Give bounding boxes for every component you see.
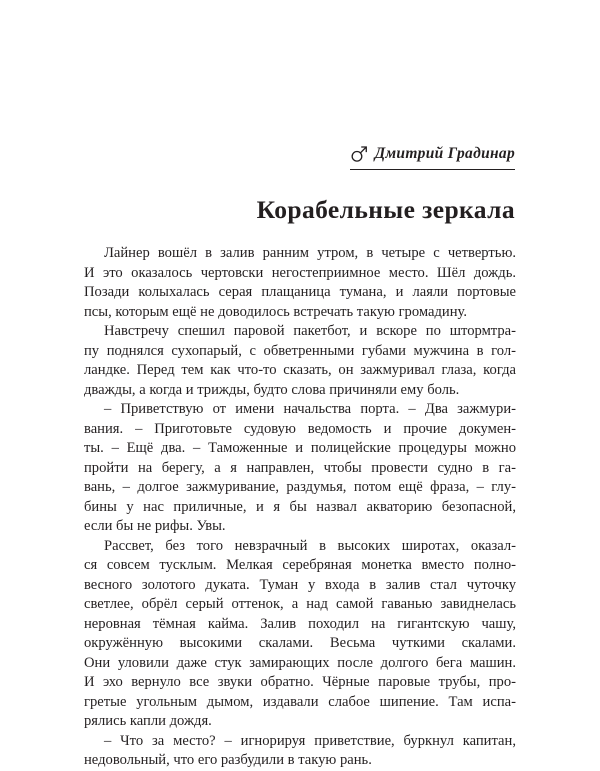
text-line: ты. – Ещё два. – Таможенные и полицейские процедуры можно <box>84 440 516 456</box>
text-line: – Приветствую от имени начальства порта. – Два зажмури- <box>104 401 516 417</box>
text-line: вания. – Приготовьте судовую ведомость и прочие докумен- <box>84 420 516 437</box>
text-line: пу поднялся сухопарый, с обветренными губами мужчина в гол- <box>84 342 516 359</box>
text-line: вань, – долгое зажмуривание, раздумья, потом ещё фраза, – глу- <box>84 479 516 495</box>
text-line: дважды, а когда и трижды, будто слова причиняли ему боль. <box>84 381 460 398</box>
story-text <box>84 244 516 771</box>
text-line: неровная тёмная кайма. Залив походил на гигантскую чашу, <box>84 615 516 632</box>
text-line: ся совсем тусклым. Мелкая серебряная монетка вместо полно- <box>84 557 516 573</box>
story-title: Корабельные зеркала <box>256 195 515 224</box>
text-line: Рассвет, без того невзрачный в высоких широтах, оказал- <box>104 537 516 554</box>
text-line: пройти на берегу, а я направлен, чтобы провести судно в га- <box>84 459 516 476</box>
text-line: рялись капли дождя. <box>84 713 212 729</box>
text-line: Лайнер вошёл в залив ранним утром, в четыре с четвертью. <box>104 245 516 261</box>
author-header <box>350 142 515 166</box>
text-line: Они уловили даже стук замирающих после долгого бега машин. <box>84 654 516 671</box>
text-line: окружённую высокими скалами. Весьма чуткими скалами. <box>84 635 516 651</box>
text-line: Навстречу спешил паровой пакетбот, и вскоре по штормтра- <box>104 323 516 339</box>
text-line: И эхо вернуло все звуки обратно. Чёрные паровые трубы, про- <box>84 674 516 690</box>
male-symbol-icon <box>350 142 369 166</box>
text-line: недовольный, что его разбудили в такую рань. <box>84 752 372 768</box>
text-line: гретые угольным дымом, издавали слабое шипение. Там испа- <box>84 693 516 710</box>
text-line: – Что за место? – игнорируя приветствие, буркнул капитан, <box>104 732 516 749</box>
text-line: И это оказалось чертовски негостеприимное место. Шёл дождь. <box>84 264 516 281</box>
text-line: ландке. Перед тем как что-то сказать, он зажмуривал глаза, когда <box>84 362 516 378</box>
text-line: псы, которым ещё не доводилось встречать такую громадину. <box>84 303 468 320</box>
author-underline <box>350 169 515 170</box>
text-line: если бы не рифы. Увы. <box>84 518 226 534</box>
text-line: весного золотого дуката. Туман у входа в залив стал чуточку <box>84 576 516 593</box>
text-line: бины у нас приличные, и я бы назвал акваторию безопасной, <box>84 498 516 515</box>
text-line: Позади колыхалась серая плащаница тумана, и лаяли портовые <box>84 284 516 300</box>
text-line: светлее, обрёл серый оттенок, а над самой гаванью завиднелась <box>84 596 516 612</box>
author-name: Дмитрий Градинар <box>374 145 515 162</box>
